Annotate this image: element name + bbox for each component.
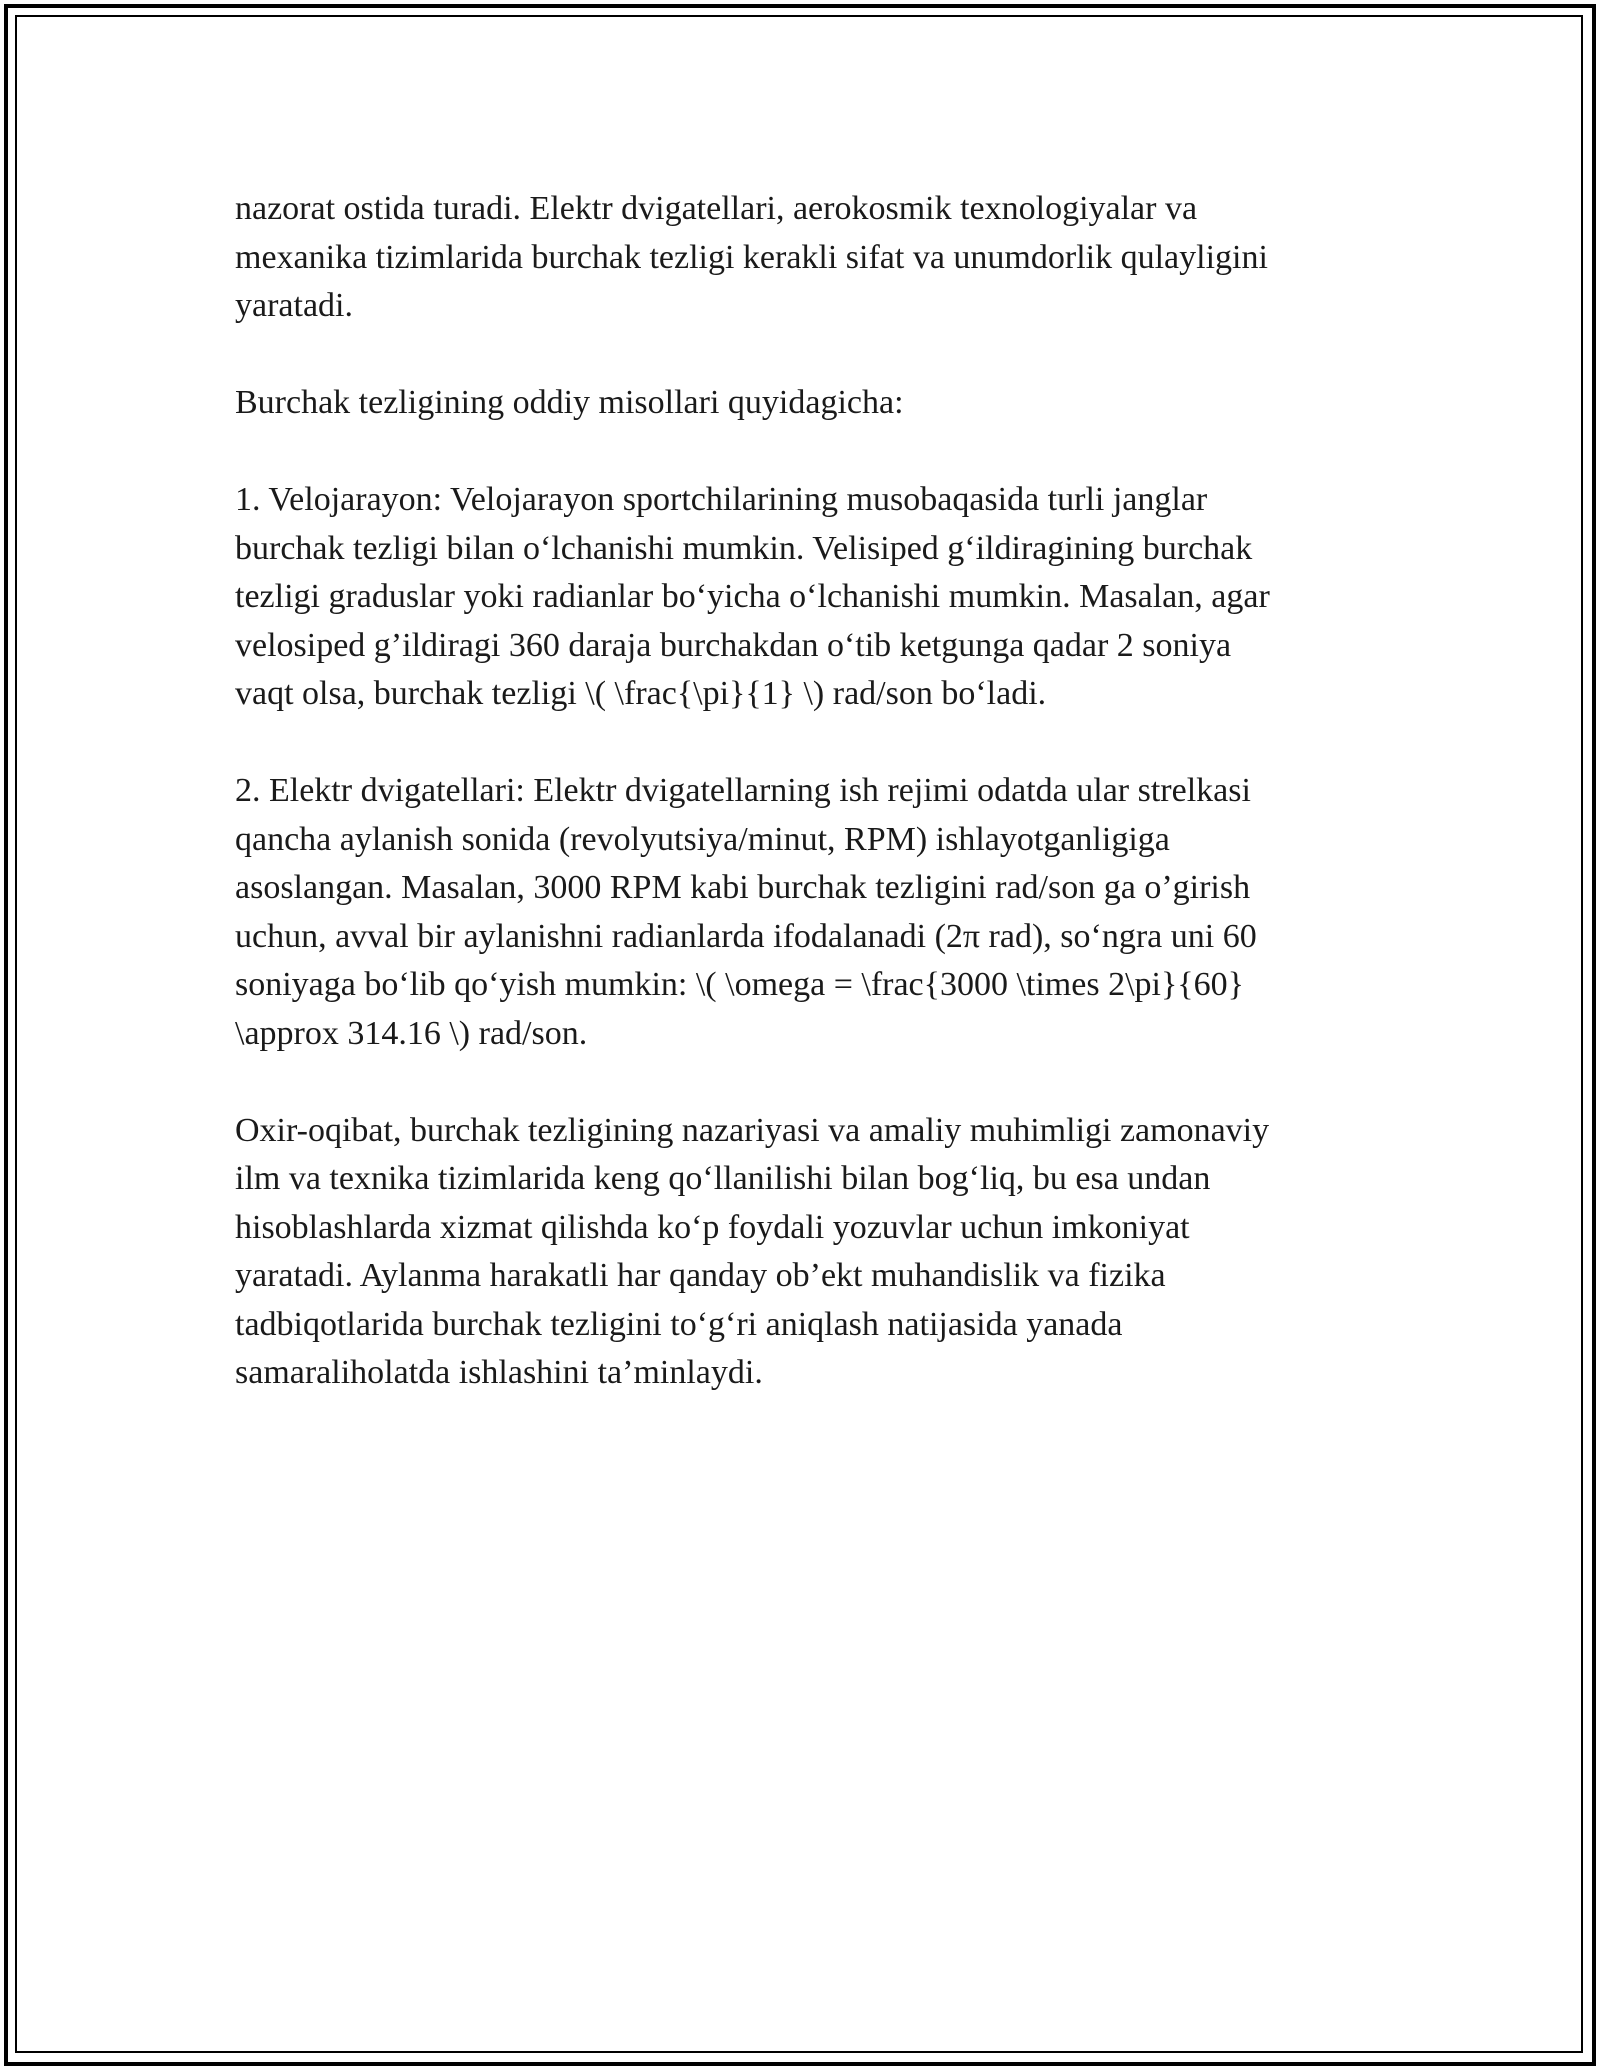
paragraph-example-electric-motors: 2. Elektr dvigatellari: Elektr dvigatellarning ish rejimi odatda ular strelkasi qancha aylanish sonida (revolyutsiya/minut, RPM) ishlayotganligiga asoslangan. Masalan, 3000 RPM kabi burchak tezligini rad/son ga o’girish uchun, avval bir aylanishni radianlarda ifodalanadi (2π rad), so‘ngra uni 60 soniyaga bo‘lib qo‘yish mumkin: \( \omega = \frac{3000 \times 2\pi}{60} \approx 314.16 \) rad/son. [235, 772, 1257, 1052]
paragraph-examples-heading: Burchak tezligining oddiy misollari quyidagicha: [235, 384, 904, 421]
paragraph-example-cycling: 1. Velojarayon: Velojarayon sportchilarining musobaqasida turli janglar burchak tezligi bilan o‘lchanishi mumkin. Velisiped g‘ildiragining burchak tezligi graduslar yoki radianlar bo‘yicha o‘lchanishi mumkin. Masalan, agar velosiped g’ildiragi 360 daraja burchakdan o‘tib ketgunga qadar 2 soniya vaqt olsa, burchak tezligi \( \frac{\pi}{1} \) rad/son bo‘ladi. [235, 481, 1270, 712]
document-body [235, 185, 1365, 1446]
paragraph-intro-continuation: nazorat ostida turadi. Elektr dvigatellari, aerokosmik texnologiyalar va mexanika tizimlarida burchak tezligi kerakli sifat va unumdorlik qulayligini yaratadi. [235, 190, 1268, 324]
paragraph-conclusion: Oxir-oqibat, burchak tezligining nazariyasi va amaliy muhimligi zamonaviy ilm va texnika tizimlarida keng qo‘llanilishi bilan bog‘liq, bu esa undan hisoblashlarda xizmat qilishda ko‘p foydali yozuvlar uchun imkoniyat yaratadi. Aylanma harakatli har qanday ob’ekt muhandislik va fizika tadbiqotlarida burchak tezligini to‘g‘ri aniqlash natijasida yanada samaraliholatda ishlashini ta’minlaydi. [235, 1111, 1270, 1391]
